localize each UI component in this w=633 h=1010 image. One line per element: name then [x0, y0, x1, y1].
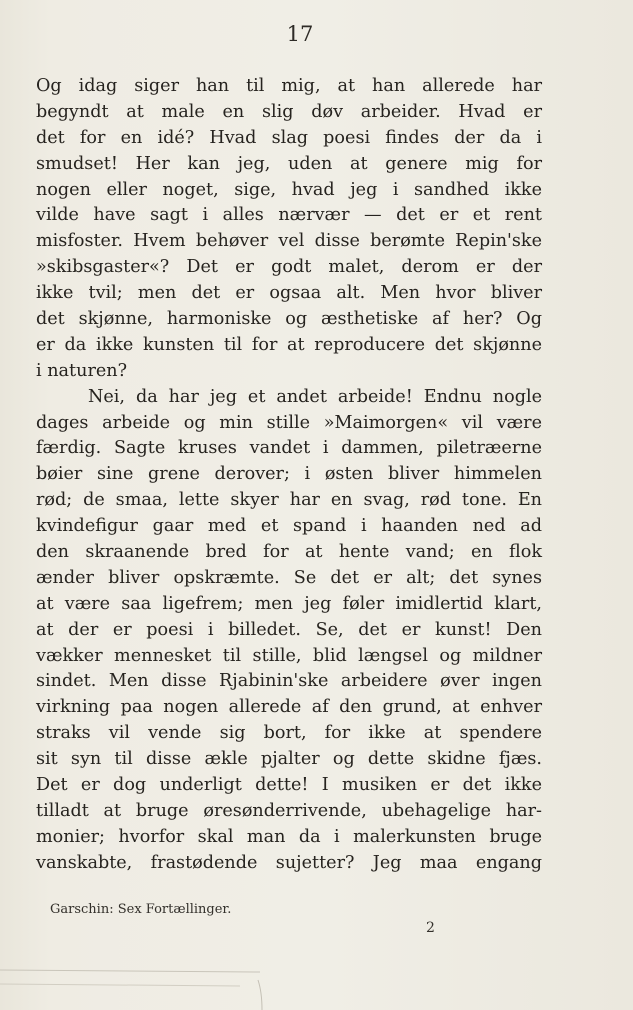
text-line: smudset! Her kan jeg, uden at genere mig for: [36, 153, 542, 174]
text-line: nogen eller noget, sige, hvad jeg i sandhed ikke: [36, 179, 542, 200]
text-line: er da ikke kunsten til for at reproducere det skjønne: [36, 334, 542, 355]
signature-mark: 2: [426, 920, 435, 936]
text-line: færdig. Sagte kruses vandet i dammen, piletræerne: [36, 438, 542, 459]
text-line: misfoster. Hvem behøver vel disse berømte Repin'ske: [36, 231, 542, 252]
text-line: begyndt at male en slig døv arbeider. Hvad er: [36, 101, 542, 122]
text-line: dages arbeide og min stille »Maimorgen« vil være: [36, 412, 542, 433]
text-line: »skibsgaster«? Det er godt malet, derom er der: [36, 257, 542, 278]
text-line: vanskabte, frastødende sujetter? Jeg maa engang: [36, 852, 542, 873]
scan-edge-curve: [258, 980, 262, 1010]
page-number: 17: [286, 22, 314, 46]
text-line: ikke tvil; men det er ogsaa alt. Men hvor bliver: [36, 283, 542, 304]
body-text: [36, 74, 542, 877]
text-line: kvindefigur gaar med et spand i haanden ned ad: [36, 516, 542, 537]
text-line: ænder bliver opskræmte. Se det er alt; det synes: [36, 567, 542, 588]
text-line: straks vil vende sig bort, for ikke at spendere: [36, 723, 542, 744]
paragraph-1: [36, 74, 542, 385]
text-line: den skraanende bred for at hente vand; en flok: [36, 542, 542, 563]
text-line: rød; de smaa, lette skyer har en svag, rød tone. En: [36, 490, 542, 511]
text-line: det skjønne, harmoniske og æsthetiske af her? Og: [36, 309, 542, 330]
text-line: at der er poesi i billedet. Se, det er kunst! Den: [36, 619, 542, 640]
scan-edge-decoration: [0, 962, 633, 1010]
text-line: vilde have sagt i alles nærvær — det er et rent: [36, 205, 542, 226]
signature-line: Garschin: Sex Fortællinger.: [50, 902, 232, 917]
text-line: vækker mennesket til stille, blid længsel og mildner: [36, 645, 542, 666]
paragraph-2: [36, 385, 542, 877]
text-line: at være saa ligefrem; men jeg føler imidlertid klart,: [36, 593, 542, 614]
text-line: bøier sine grene derover; i østen bliver himmelen: [36, 464, 542, 485]
scan-edge-line: [0, 970, 260, 972]
text-line: det for en idé? Hvad slag poesi findes der da i: [36, 127, 542, 148]
text-line: sindet. Men disse Rjabinin'ske arbeidere øver ingen: [36, 671, 542, 692]
text-line: i naturen?: [36, 360, 128, 381]
text-line: Nei, da har jeg et andet arbeide! Endnu nogle: [88, 386, 542, 407]
text-line: tilladt at bruge øresønderrivende, ubehagelige har-: [36, 800, 542, 821]
scan-edge-line: [0, 984, 240, 986]
text-line: virkning paa nogen allerede af den grund, at enhver: [36, 697, 542, 718]
text-line: sit syn til disse ækle pjalter og dette skidne fjæs.: [36, 749, 542, 770]
text-line: Og idag siger han til mig, at han allerede har: [36, 76, 542, 96]
text-line: Det er dog underligt dette! I musiken er det ikke: [36, 775, 542, 796]
text-line: monier; hvorfor skal man da i malerkunsten bruge: [36, 826, 542, 847]
